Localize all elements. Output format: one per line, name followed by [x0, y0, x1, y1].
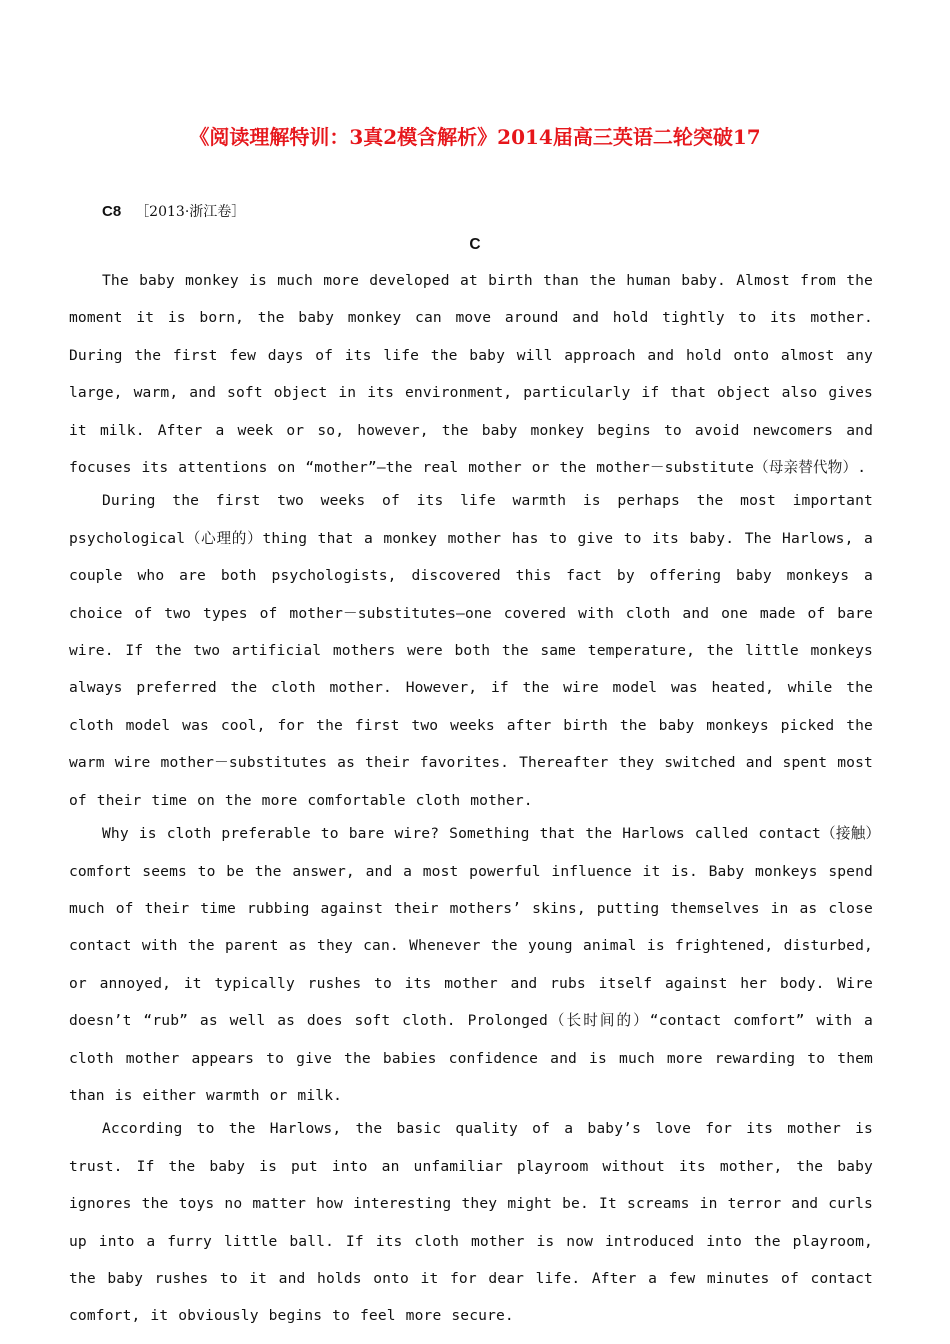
- passage-paragraph-2: During the first two weeks of its life warmth is perhaps the most important psychological（心理的）thing that a monkey mother has to give to its baby. The Harlows, a couple who are both psychologists, discovered this fact by offering baby monkeys a choice of two types of mother－substitutes—one covered with cloth and one made of bare wire. If the two artificial mothers were both the same temperature, the little monkeys always preferred the cloth mother. However, if the wire model was heated, while the cloth model was cool, for the first two weeks after birth the baby monkeys picked the warm wire mother－substitutes as their favorites. Thereafter they switched and spent most of their time on the more comfortable cloth mother.: [69, 492, 873, 809]
- question-number: C8: [102, 203, 122, 220]
- document-title: 《阅读理解特训：3真2模含解析》2014届高三英语二轮突破17: [189, 125, 761, 149]
- passage-paragraph-3: Why is cloth preferable to bare wire? Something that the Harlows called contact（接触）comfort seems to be the answer, and a most powerful influence it is. Baby monkeys spend much of their time rubbing against their mothers’ skins, putting themselves in as close contact with the parent as they can. Whenever the young animal is frightened, disturbed, or annoyed, it typically rushes to its mother and rubs itself against her body. Wire doesn’t “rub” as well as does soft cloth. Prolonged（长时间的）“contact comfort” with a cloth mother appears to give the babies confidence and is much more rewarding to them than is either warmth or milk.: [69, 825, 873, 1104]
- exam-source: ［2013·浙江卷］: [135, 204, 246, 220]
- section-letter: C: [469, 236, 481, 253]
- question-source-line: [102, 200, 245, 224]
- reading-passage: [69, 262, 873, 1331]
- passage-paragraph-4: According to the Harlows, the basic quality of a baby’s love for its mother is trust. If the baby is put into an unfamiliar playroom without its mother, the baby ignores the toys no matter how interesting they might be. It screams in terror and curls up into a furry little ball. If its cloth mother is now introduced into the playroom, the baby rushes to it and holds onto it for dear life. After a few minutes of contact comfort, it obviously begins to feel more secure.: [69, 1120, 873, 1325]
- passage-paragraph-1: The baby monkey is much more developed at birth than the human baby. Almost from the moment it is born, the baby monkey can move around and hold tightly to its mother. During the first few days of its life the baby will approach and hold onto almost any large, warm, and soft object in its environment, particularly if that object also gives it milk. After a week or so, however, the baby monkey begins to avoid newcomers and focuses its attentions on “mother”—the real mother or the mother－substitute（母亲替代物）.: [69, 272, 873, 477]
